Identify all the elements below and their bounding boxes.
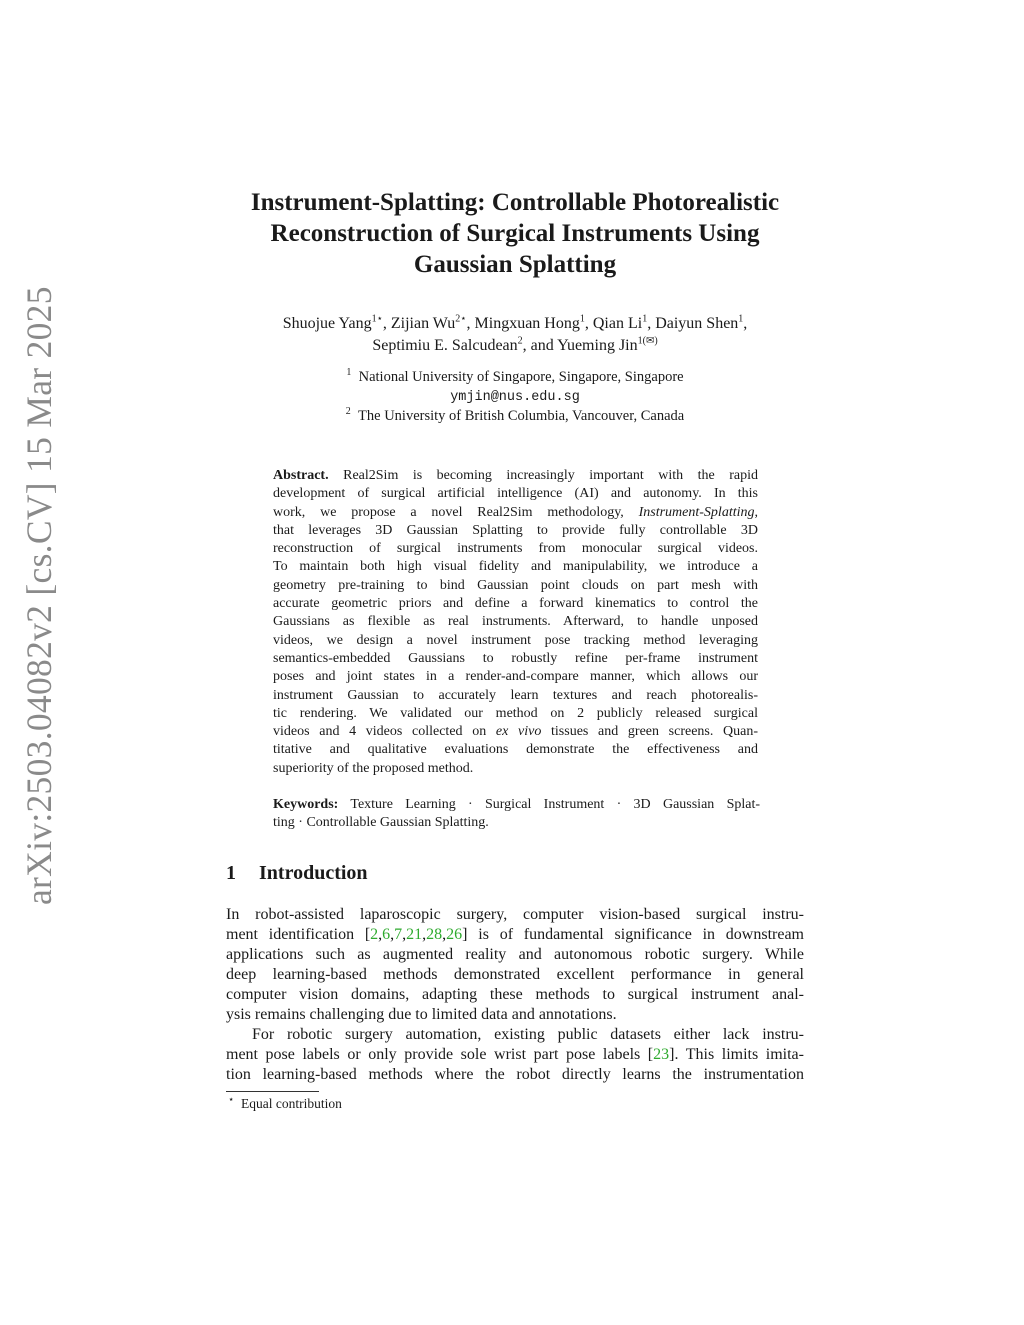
citation-link[interactable]: 21 bbox=[406, 926, 423, 943]
author-separator: , bbox=[743, 315, 748, 332]
body-line: tion learning-based methods where the robot directly learns the instrumentation bbox=[226, 1066, 804, 1083]
abstract-line: reconstruction of surgical instruments from monocular surgical videos. bbox=[273, 541, 758, 557]
footnote-mark: ⋆ bbox=[228, 1094, 235, 1106]
body-line: For robotic surgery automation, existing public datasets either lack instru- bbox=[252, 1026, 804, 1043]
abstract-line bbox=[273, 723, 758, 741]
author-affiliation-mark: 2⋆ bbox=[455, 313, 467, 325]
body-line: deep learning-based methods demonstrated excellent performance in general bbox=[226, 966, 804, 983]
keywords-line bbox=[273, 796, 760, 814]
abstract bbox=[273, 467, 758, 778]
footnote-text: Equal contribution bbox=[241, 1096, 342, 1111]
footnote-rule bbox=[226, 1091, 319, 1092]
method-name: Instrument-Splatting bbox=[638, 504, 755, 520]
abstract-line: development of surgical artificial intelligence (AI) and autonomy. In this bbox=[273, 486, 758, 502]
affiliation-mark: 2 bbox=[345, 406, 351, 418]
title-line: Gaussian Splatting bbox=[413, 251, 617, 278]
citation-separator: , bbox=[378, 926, 383, 943]
author-list bbox=[200, 313, 830, 357]
paper-title bbox=[200, 187, 830, 280]
abstract-text: , bbox=[754, 504, 758, 520]
body-line bbox=[226, 1045, 804, 1065]
keywords bbox=[273, 796, 760, 833]
author-affiliation-mark: 1(✉) bbox=[637, 335, 658, 347]
introduction-body bbox=[226, 905, 804, 1085]
footnote bbox=[228, 1096, 342, 1112]
author-line bbox=[200, 313, 830, 335]
author-affiliation-mark: 1 bbox=[642, 313, 648, 325]
abstract-line bbox=[273, 504, 758, 522]
author-affiliation-mark: 1 bbox=[738, 313, 744, 325]
author-affiliation-mark: 1 bbox=[579, 313, 585, 325]
affiliations bbox=[200, 368, 830, 426]
abstract-line: videos, we design a novel instrument pose tracking method leveraging bbox=[273, 632, 758, 648]
keywords-label: Keywords: bbox=[273, 797, 339, 812]
author-name: Shuojue Yang bbox=[282, 315, 372, 332]
abstract-line: semantics-embedded Gaussians to robustly refine per-frame instrument bbox=[273, 650, 758, 666]
abstract-line: instrument Gaussian to accurately learn textures and reach photorealis- bbox=[273, 687, 758, 703]
abstract-line: titative and qualitative evaluations demonstrate the effectiveness and bbox=[273, 742, 758, 758]
author-name: , and Yueming Jin bbox=[522, 337, 638, 354]
affiliation-text: The University of British Columbia, Vancouver, Canada bbox=[358, 408, 685, 424]
body-line: ysis remains challenging due to limited data and annotations. bbox=[226, 1006, 617, 1023]
citation-separator: , bbox=[402, 926, 407, 943]
title-line: Instrument-Splatting: Controllable Photorealistic bbox=[250, 189, 780, 216]
abstract-line: poses and joint states in a render-and-compare manner, which allows our bbox=[273, 669, 758, 685]
abstract-text: work, we propose a novel Real2Sim methodology, bbox=[273, 504, 624, 520]
citation-link[interactable]: 28 bbox=[426, 926, 443, 943]
abstract-text: ex vivo bbox=[495, 724, 542, 740]
abstract-line: tic rendering. We validated our method on 2 publicly released surgical bbox=[273, 705, 758, 721]
author-name: , Zijian Wu bbox=[382, 315, 456, 332]
author-name: , Daiyun Shen bbox=[647, 315, 739, 332]
author-name: , Qian Li bbox=[584, 315, 643, 332]
body-text: ment pose labels or only provide sole wrist part pose labels [ bbox=[226, 1046, 654, 1063]
abstract-line: accurate geometric priors and define a forward kinematics to control the bbox=[273, 596, 758, 612]
body-text: ]. This limits imita- bbox=[669, 1046, 804, 1063]
section-heading bbox=[226, 862, 368, 885]
abstract-line: geometry pre-training to bind Gaussian point clouds on part mesh with bbox=[273, 577, 758, 593]
abstract-line: that leverages 3D Gaussian Splatting to provide fully controllable 3D bbox=[273, 522, 758, 538]
body-line bbox=[226, 925, 804, 945]
abstract-text: videos and 4 videos collected on bbox=[273, 724, 487, 740]
citation-link[interactable]: 26 bbox=[446, 926, 463, 943]
citation-separator: , bbox=[390, 926, 395, 943]
affiliation-text: National University of Singapore, Singapore, Singapore bbox=[358, 369, 684, 385]
citation-separator: , bbox=[422, 926, 427, 943]
affiliation-1 bbox=[200, 368, 830, 387]
contact-email bbox=[200, 387, 830, 407]
citation-link[interactable]: 7 bbox=[394, 926, 403, 943]
abstract-line: To maintain both high visual fidelity and manipulability, we introduce a bbox=[273, 559, 758, 575]
abstract-text: Real2Sim is becoming increasingly important with the rapid bbox=[343, 468, 758, 483]
body-text: ] is of fundamental significance in downstream bbox=[462, 926, 804, 943]
section-title: Introduction bbox=[259, 862, 368, 884]
abstract-line bbox=[273, 467, 758, 485]
author-affiliation-mark: 2 bbox=[517, 335, 523, 347]
body-line: applications such as augmented reality and autonomous robotic surgery. While bbox=[226, 946, 804, 963]
body-line: computer vision domains, adapting these methods to surgical instrument anal- bbox=[226, 986, 804, 1003]
email-text: ymjin@nus.edu.sg bbox=[450, 390, 580, 405]
abstract-line: superiority of the proposed method. bbox=[273, 760, 474, 776]
citation-separator: , bbox=[442, 926, 447, 943]
citation-link[interactable]: 23 bbox=[653, 1046, 670, 1063]
author-line bbox=[200, 335, 830, 357]
abstract-line: Gaussians as flexible as real instruments. Afterward, to handle unposed bbox=[273, 614, 758, 630]
title-line: Reconstruction of Surgical Instruments Using bbox=[270, 220, 760, 247]
citation-link[interactable]: 2 bbox=[370, 926, 379, 943]
affiliation-2 bbox=[200, 407, 830, 426]
abstract-text: tissues and green screens. Quan- bbox=[551, 724, 759, 740]
abstract-label: Abstract. bbox=[273, 468, 329, 483]
section-number: 1 bbox=[226, 862, 236, 884]
body-line: In robot-assisted laparoscopic surgery, computer vision-based surgical instru- bbox=[226, 906, 804, 923]
keywords-line: ting · Controllable Gaussian Splatting. bbox=[273, 815, 489, 831]
arxiv-identifier-stamp: arXiv:2503.04082v2 [cs.CV] 15 Mar 2025 bbox=[19, 286, 59, 905]
author-name: , Mingxuan Hong bbox=[466, 315, 580, 332]
keywords-text: Texture Learning · Surgical Instrument · 3D Gaussian Splat- bbox=[350, 797, 761, 812]
citation-link[interactable]: 6 bbox=[382, 926, 391, 943]
body-text: ment identification [ bbox=[226, 926, 371, 943]
affiliation-mark: 1 bbox=[346, 367, 352, 379]
author-affiliation-mark: 1⋆ bbox=[371, 313, 383, 325]
author-name: Septimiu E. Salcudean bbox=[372, 337, 518, 354]
